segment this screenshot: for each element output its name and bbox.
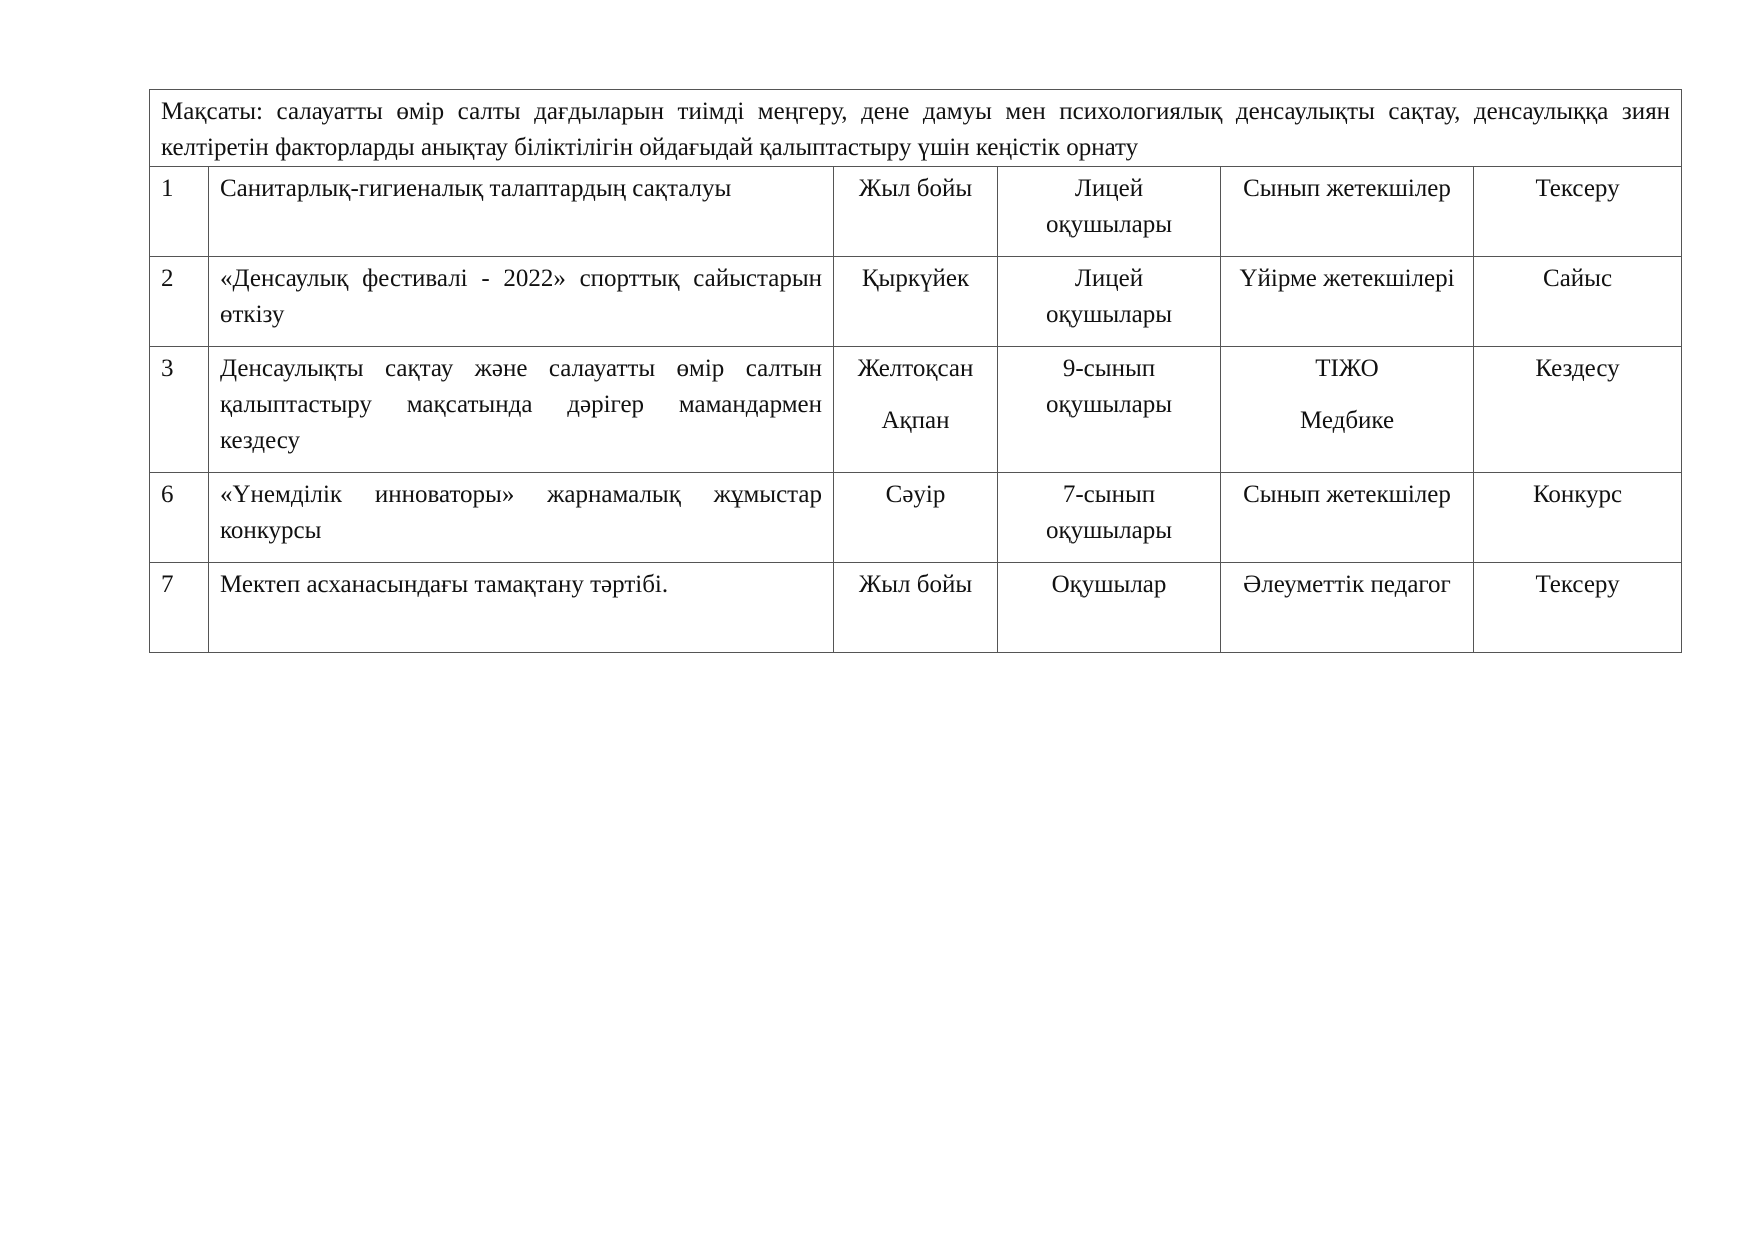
- table-row: [150, 257, 1682, 347]
- form-cell: Сайыс: [1474, 257, 1682, 347]
- goal-text: Мақсаты: салауатты өмір салты дағдыларын тиімді меңгеру, дене дамуы мен психологиялық денсаулықты сақтау, денсаулыққа зиян келтіретін факторларды анықтау біліктілігін ойдағыдай қалыптастыру үшін кеңістік орнату: [150, 90, 1682, 167]
- responsible-line: Медбике: [1299, 407, 1395, 434]
- row-number: 6: [150, 473, 209, 563]
- responsible-cell: Әлеуметтік педагог: [1221, 563, 1474, 653]
- responsible-cell: [1221, 347, 1474, 473]
- date-cell: Жыл бойы: [834, 563, 998, 653]
- row-number: 7: [150, 563, 209, 653]
- date-line: Желтоқсан: [857, 355, 974, 382]
- activity-cell: «Денсаулық фестивалі - 2022» спорттық сайыстарын өткізу: [209, 257, 834, 347]
- responsible-cell: Сынып жетекшілер: [1221, 473, 1474, 563]
- row-number: 3: [150, 347, 209, 473]
- activity-cell: Санитарлық-гигиеналық талаптардың сақталуы: [209, 167, 834, 257]
- date-cell: Жыл бойы: [834, 167, 998, 257]
- date-cell: Қыркүйек: [834, 257, 998, 347]
- participants-cell: 9-сынып оқушылары: [998, 347, 1221, 473]
- activity-cell: «Үнемділік инноваторы» жарнамалық жұмыстар конкурсы: [209, 473, 834, 563]
- table-row: [150, 347, 1682, 473]
- table-row: [150, 473, 1682, 563]
- row-number: 1: [150, 167, 209, 257]
- participants-cell: 7-сынып оқушылары: [998, 473, 1221, 563]
- table-row: [150, 167, 1682, 257]
- plan-table: [149, 89, 1682, 653]
- responsible-cell: Сынып жетекшілер: [1221, 167, 1474, 257]
- form-cell: Тексеру: [1474, 167, 1682, 257]
- participants-cell: Лицей оқушылары: [998, 257, 1221, 347]
- date-line: Ақпан: [881, 407, 950, 434]
- form-cell: Тексеру: [1474, 563, 1682, 653]
- form-cell: Кездесу: [1474, 347, 1682, 473]
- participants-cell: Лицей оқушылары: [998, 167, 1221, 257]
- form-cell: Конкурс: [1474, 473, 1682, 563]
- activity-cell: Мектеп асханасындағы тамақтану тәртібі.: [209, 563, 834, 653]
- date-cell: Сәуір: [834, 473, 998, 563]
- responsible-cell: Үйірме жетекшілері: [1221, 257, 1474, 347]
- row-number: 2: [150, 257, 209, 347]
- participants-cell: Оқушылар: [998, 563, 1221, 653]
- date-cell: [834, 347, 998, 473]
- goal-row: [150, 90, 1682, 167]
- activity-cell: Денсаулықты сақтау және салауатты өмір салтын қалыптастыру мақсатында дәрігер мамандармен кездесу: [209, 347, 834, 473]
- table-row: [150, 563, 1682, 653]
- responsible-line: ТІЖО: [1315, 355, 1379, 382]
